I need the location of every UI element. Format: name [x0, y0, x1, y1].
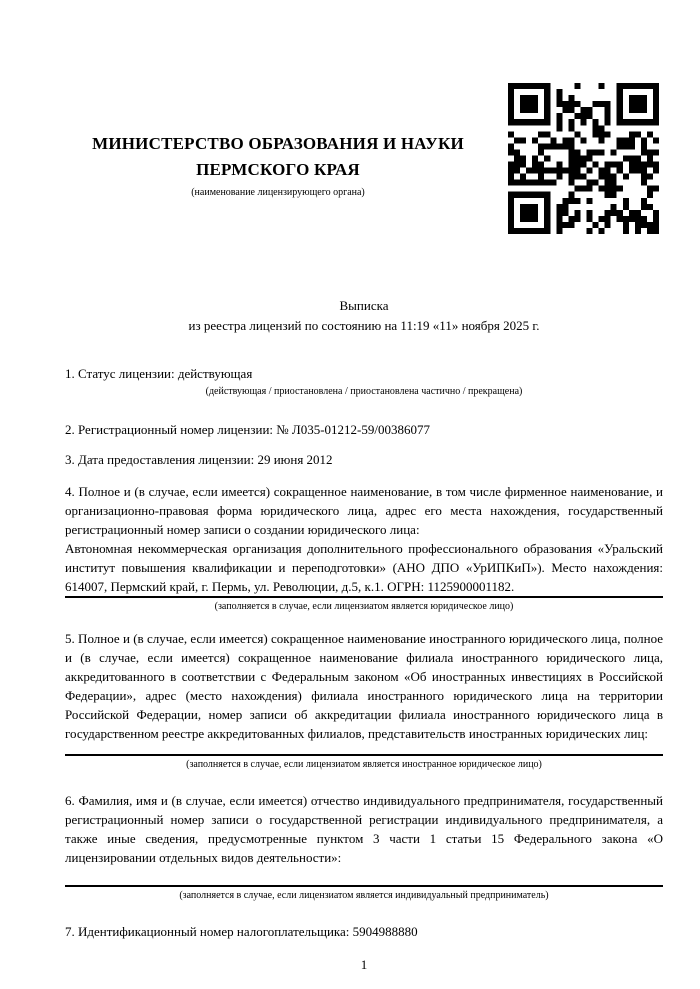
- field-registration-number: [65, 420, 663, 439]
- field-legal-entity: [65, 482, 663, 613]
- foreign-entity-empty-value-line: [65, 743, 663, 756]
- license-status-text: 1. Статус лицензии: действующая: [65, 366, 253, 381]
- issuer-name-line2: ПЕРМСКОГО КРАЯ: [196, 160, 360, 179]
- grant-date-text: 3. Дата предоставления лицензии: 29 июня 2012: [65, 452, 333, 467]
- taxpayer-id-text: 7. Идентификационный номер налогоплательщика: 5904988880: [65, 924, 418, 939]
- entrepreneur-caption: (заполняется в случае, если лицензиатом является индивидуальный предприниматель): [179, 890, 549, 901]
- legal-entity-value: Автономная некоммерческая организация дополнительного профессионального образования «Уральский институт повышения квалификации и переподготовки» (АНО ДПО «УрИПКиП»). Место нахождения: 614007, Пермский край, г. Пермь, ул. Революции, д.5, к.1. ОГРН: 1125900001182.: [65, 539, 663, 598]
- issuer-name: [65, 131, 491, 183]
- entrepreneur-empty-value-line: [65, 867, 663, 887]
- registration-number-text: 2. Регистрационный номер лицензии: № Л035-01212-59/00386077: [65, 422, 431, 437]
- legal-entity-caption: (заполняется в случае, если лицензиатом является юридическое лицо): [214, 601, 514, 612]
- qr-code-icon: [508, 83, 659, 234]
- foreign-entity-caption: (заполняется в случае, если лицензиатом является иностранное юридическое лицо): [186, 759, 542, 770]
- entrepreneur-label: 6. Фамилия, имя и (в случае, если имеется) отчество индивидуального предпринимателя, государственный регистрационный номер записи о государственной регистрации индивидуального предпринимателя, а также иные сведения, предусмотренные пунктом 3 части 1 статьи 15 Федерального закона «О лицензировании отдельных видов деятельности»:: [65, 793, 663, 865]
- document-title-block: [65, 296, 663, 336]
- foreign-entity-label: 5. Полное и (в случае, если имеется) сокращенное наименование иностранного юридического лица, полное и (в случае, если имеется) сокращенное наименование филиала иностранного юридического лица, аккредитованного в соответствии с Федеральным законом «Об иностранных инвестициях в Российской Федерации», адрес (место нахождения) филиала иностранного юридического лица на территории Российской Федерации, номер записи об аккредитации филиала иностранного юридического лица в государственном реестре аккредитованных филиалов, представительств иностранных юридических лиц:: [65, 631, 663, 741]
- license-status-caption: (действующая / приостановлена / приостановлена частично / прекращена): [205, 386, 523, 397]
- field-taxpayer-id: [65, 922, 663, 941]
- page-number: 1: [360, 957, 368, 972]
- document-title: Выписка: [339, 298, 389, 313]
- issuer-block: [65, 131, 491, 199]
- field-individual-entrepreneur: [65, 791, 663, 902]
- field-foreign-entity: [65, 629, 663, 771]
- field-grant-date: [65, 450, 663, 469]
- document-subtitle: из реестра лицензий по состоянию на 11:19 «11» ноября 2025 г.: [188, 318, 540, 333]
- issuer-name-line1: МИНИСТЕРСТВО ОБРАЗОВАНИЯ И НАУКИ: [92, 134, 464, 153]
- issuer-caption: (наименование лицензирующего органа): [191, 187, 365, 198]
- field-license-status: [65, 364, 663, 398]
- legal-entity-label: 4. Полное и (в случае, если имеется) сокращенное наименование, в том числе фирменное наименование, и организационно-правовая форма юридического лица, адрес его места нахождения, государственный регистрационный номер записи о создании юридического лица:: [65, 484, 663, 537]
